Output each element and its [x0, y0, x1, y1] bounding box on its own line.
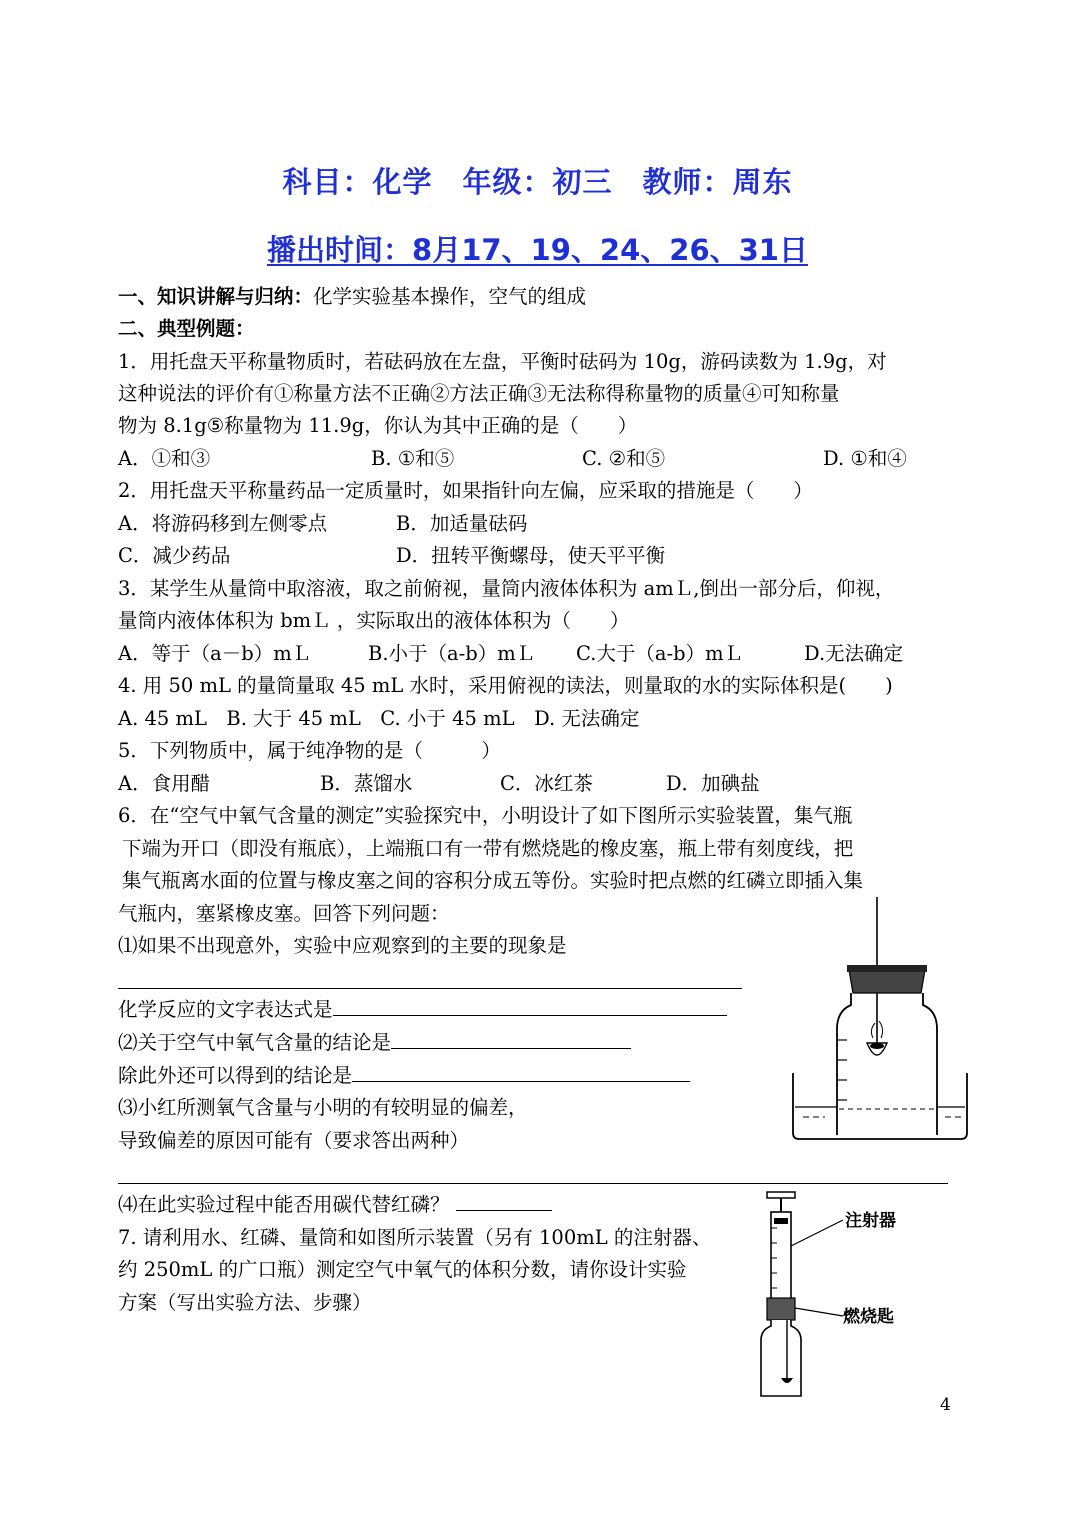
q5-option-a: A．食用醋: [118, 772, 211, 795]
q1-option-b: B. ①和⑤: [371, 447, 455, 470]
syringe-apparatus-figure: [755, 1188, 925, 1403]
q3-option-c: C.大于（a-b）mＬ: [576, 642, 744, 665]
syringe-label: 注射器: [845, 1211, 896, 1231]
q6-sub4-label: ⑷在此实验过程中能否用碳代替红磷？: [118, 1193, 450, 1216]
q3-option-a: A．等于（a－b）mＬ: [118, 642, 312, 665]
q3-option-b: B.小于（a-b）mＬ: [368, 642, 536, 665]
q2-line1: 2．用托盘天平称量药品一定质量时，如果指针向左偏，应采取的措施是（ ）: [118, 479, 813, 502]
q3-line1: 3．某学生从量筒中取溶液，取之前俯视，量筒内液体体积为 amＬ,倒出一部分后，仰视，: [118, 577, 895, 600]
q6-sub2-line: [118, 1030, 631, 1056]
q1-line3: 物为 8.1g⑤称量物为 11.9g，你认为其中正确的是（ ）: [118, 414, 638, 437]
section1-heading: 一、知识讲解与归纳：: [118, 285, 314, 308]
q6-sub3-answer-line[interactable]: [118, 1183, 948, 1184]
q7-line1: 7. 请利用水、红磷、量筒和如图所示装置（另有 100mL 的注射器、: [118, 1226, 712, 1249]
q2-option-c: C．减少药品: [118, 544, 231, 567]
q4-line1: 4. 用 50 mL 的量筒量取 45 mL 水时，采用俯视的读法，则量取的水的实际体积是( ): [118, 674, 893, 697]
q1-line1: 1．用托盘天平称量物质时，若砝码放在左盘，平衡时砝码为 10g，游码读数为 1.9g，对: [118, 350, 887, 373]
q1-option-d: D. ①和④: [823, 447, 907, 470]
q5-line1: 5．下列物质中，属于纯净物的是（ ）: [118, 739, 501, 762]
q6-sub4-line: [118, 1192, 552, 1218]
q1-line2: 这种说法的评价有①称量方法不正确②方法正确③无法称得称量物的质量④可知称量: [118, 382, 840, 405]
air-oxygen-apparatus-figure: [785, 895, 975, 1145]
q1-option-a: A．①和③: [118, 447, 211, 470]
q5-option-b: B．蒸馏水: [320, 772, 413, 795]
page-number: 4: [940, 1395, 951, 1415]
q2-option-d: D．扭转平衡螺母，使天平平衡: [396, 544, 666, 567]
q7-line2: 约 250mL 的广口瓶）测定空气中氧气的体积分数，请你设计实验: [118, 1258, 687, 1281]
q6-conclusion-blank[interactable]: [391, 1030, 631, 1049]
broadcast-time-text: 播出时间：8月17、19、24、26、31日: [267, 233, 808, 267]
q6-line1: 6．在“空气中氧气含量的测定”实验探究中，小明设计了如下图所示实验装置，集气瓶: [118, 804, 853, 827]
section1-content: 化学实验基本操作，空气的组成: [313, 285, 587, 308]
q6-sub1: ⑴如果不出现意外，实验中应观察到的主要的现象是: [118, 934, 567, 957]
q6-sub3b: 导致偏差的原因可能有（要求答出两种）: [118, 1129, 470, 1152]
section2-heading: 二、典型例题：: [118, 317, 255, 340]
q6-carbon-blank[interactable]: [456, 1192, 552, 1211]
q7-line3: 方案（写出实验方法、步骤）: [118, 1291, 372, 1314]
q6-sub1b-label: 化学反应的文字表达式是: [118, 998, 333, 1021]
combustion-spoon-label: 燃烧匙: [843, 1307, 894, 1327]
q6-other-conclusion-blank[interactable]: [352, 1063, 690, 1082]
q6-sub2-label: ⑵关于空气中氧气含量的结论是: [118, 1031, 392, 1054]
subject-header: 科目：化学 年级：初三 教师：周东: [282, 165, 793, 199]
q6-sub3: ⑶小红所测氧气含量与小明的有较明显的偏差，: [118, 1096, 528, 1119]
q6-line2: 下端为开口（即没有瓶底），上端瓶口有一带有燃烧匙的橡皮塞，瓶上带有刻度线，把: [122, 837, 854, 860]
q2-option-b: B．加适量砝码: [396, 512, 528, 535]
q6-sub2b-line: [118, 1063, 690, 1089]
q6-sub1-answer-line[interactable]: [118, 988, 742, 989]
q2-option-a: A．将游码移到左侧零点: [118, 512, 328, 535]
section1-line: [118, 284, 586, 310]
q5-option-d: D．加碘盐: [666, 772, 760, 795]
q3-line2: 量筒内液体体积为 bmＬ ，实际取出的液体体积为（ ）: [118, 609, 630, 632]
q1-option-c: C. ②和⑤: [582, 447, 666, 470]
q3-option-d: D.无法确定: [804, 642, 904, 665]
q6-line4: 气瓶内，塞紧橡皮塞。回答下列问题：: [118, 902, 450, 925]
broadcast-time-header: [0, 228, 1075, 269]
q6-sub1b-line: [118, 997, 727, 1023]
q6-line3: 集气瓶离水面的位置与橡皮塞之间的容积分成五等份。实验时把点燃的红磷立即插入集: [122, 869, 864, 892]
q5-option-c: C．冰红茶: [500, 772, 593, 795]
q6-equation-blank[interactable]: [333, 997, 727, 1016]
q4-options: A. 45 mL B. 大于 45 mL C. 小于 45 mL D. 无法确定: [118, 707, 640, 730]
q6-sub2b-label: 除此外还可以得到的结论是: [118, 1064, 353, 1087]
